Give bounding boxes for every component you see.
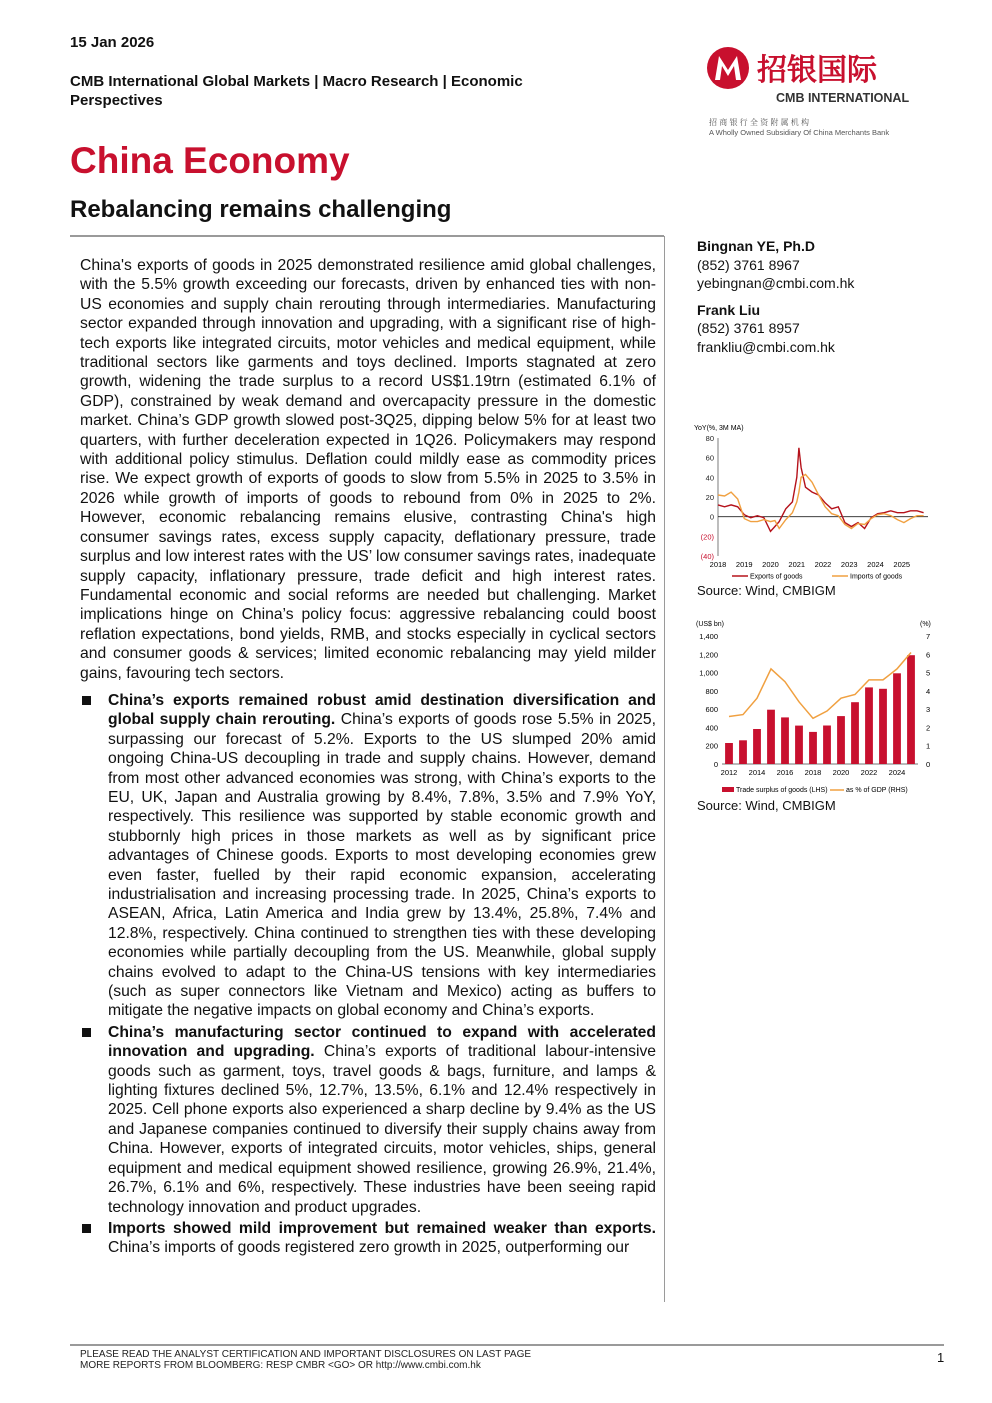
bullet-text: China’s imports of goods registered zero growth in 2025, outperforming our (108, 1239, 630, 1257)
analyst-email[interactable]: yebingnan@cmbi.com.hk (697, 275, 855, 291)
legend-label: Exports of goods (750, 573, 803, 581)
y-axis-label-right: (%) (920, 621, 931, 628)
y-tick-label-right: 4 (926, 686, 931, 696)
legend-label: Trade surplus of goods (LHS) (736, 787, 828, 794)
x-tick-label: 2020 (762, 560, 779, 569)
bullet-heading: China’s exports remained robust amid destination diversification and global supply chain rerouting. (108, 691, 656, 729)
legend-label: as % of GDP (RHS) (846, 787, 908, 794)
bar-2024 (893, 673, 901, 764)
y-tick-label-right: 1 (926, 741, 931, 751)
bullet-square-icon (82, 1224, 91, 1233)
analyst-phone: (852) 3761 8967 (697, 256, 800, 273)
footer-disclosure: PLEASE READ THE ANALYST CERTIFICATION AND IMPORTANT DISCLOSURES ON LAST PAGE (80, 1349, 532, 1360)
y-tick-label-right: 7 (926, 632, 931, 641)
y-tick-label: 40 (705, 473, 714, 483)
x-tick-label: 2018 (709, 560, 727, 569)
bullet-text: China’s exports of goods rose 5.5% in 2025, surpassing our forecast of 5.2%. Exports to the US slumped 20% amid ongoing China-US decoupling in trade and supply chains. However, demand from most other advanced economies was strong, with China’s exports to the EU, UK, Japan and Australia growing by 8.4%, 7.8%, 3.5% and 7.9% YoY, respectively. This resilience was supported by stable economic growth and stubbornly high prices in those markets as well as by significant price advantages of Chinese goods. Exports to most developing economies grew even faster, fuelled by their rapid economic expansion, accelerating industrialisation and increasing processing trade. In 2025, China’s exports to ASEAN, Africa, Latin America and India grew by 13.4%, 25.8%, 7.4% and 12.8%, respectively. China continued to strengthen ties with these developing economies while partially decoupling from the US. Meanwhile, global supply chains evolved to adapt to the China-US tensions with key intermediaries (such as super connectors like Vietnam and Mexico) acting as buffers to mitigate the negative impacts on global economy and China’s exports. (108, 711, 656, 1020)
y-tick-label: 1,000 (699, 668, 718, 678)
y-tick-label: 800 (705, 686, 718, 696)
bullet-item-imports (80, 1219, 656, 1258)
y-tick-label: 1,200 (699, 650, 718, 660)
bar-2017 (795, 726, 803, 764)
analyst-name: Bingnan YE, Ph.D (697, 238, 815, 254)
y-tick-label: (40) (700, 552, 714, 561)
legend-label: Imports of goods (850, 573, 903, 581)
y-tick-label: (20) (700, 532, 714, 542)
analyst-email[interactable]: frankliu@cmbi.com.hk (697, 338, 835, 355)
cmb-logo (705, 42, 930, 138)
legend-swatch (722, 787, 734, 792)
y-tick-label-right: 2 (926, 723, 931, 733)
y-axis-label: (US$ bn) (696, 621, 725, 628)
bullet-heading: China’s manufacturing sector continued to expand with accelerated innovation and upgrading. (108, 1023, 656, 1061)
x-tick-label: 2023 (840, 560, 858, 569)
chart-source: Source: Wind, CMBIGM (697, 798, 836, 813)
x-tick-label: 2012 (720, 768, 738, 777)
bullet-list (80, 691, 656, 1258)
bullet-item-exports (80, 691, 656, 1021)
page-number: 1 (937, 1350, 945, 1365)
analyst-panel (697, 237, 947, 356)
bar-2023 (879, 689, 887, 764)
x-tick-label: 2024 (867, 560, 884, 569)
cmb-logo-graphic (705, 42, 930, 138)
bar-2019 (823, 726, 831, 765)
page-title: China Economy (70, 140, 350, 181)
bullet-item-manufacturing (80, 1023, 656, 1217)
analyst-name: Frank Liu (697, 301, 761, 318)
x-tick-label: 2014 (748, 768, 766, 777)
report-date: 15 Jan 2026 (70, 34, 155, 51)
footer-bloomberg[interactable]: MORE REPORTS FROM BLOOMBERG: RESP CMBR <GO> OR http://www.cmbi.com.hk (80, 1360, 481, 1371)
x-tick-label: 2022 (860, 768, 878, 777)
bar-2015 (767, 710, 775, 764)
trade-surplus-chart (690, 614, 940, 798)
main-body (80, 256, 656, 1260)
bar-2014 (753, 729, 761, 764)
y-tick-label: 80 (705, 434, 714, 443)
y-tick-label-right: 5 (926, 668, 931, 678)
bar-2021 (851, 702, 859, 764)
y-axis-label: YoY(%, 3M MA) (694, 425, 744, 432)
analyst-phone: (852) 3761 8957 (697, 320, 800, 336)
y-tick-label: 600 (705, 705, 718, 715)
y-tick-label: 1,400 (699, 632, 718, 641)
y-tick-label-right: 6 (926, 650, 931, 660)
bar-2018 (809, 732, 817, 764)
series-line-imports (718, 474, 924, 528)
x-tick-label: 2020 (832, 768, 850, 777)
logo-english-text: CMB INTERNATIONAL (776, 91, 910, 105)
x-tick-label: 2016 (776, 768, 794, 777)
y-tick-label-right: 0 (926, 760, 931, 769)
bullet-square-icon (82, 1028, 91, 1037)
chart-source: Source: Wind, CMBIGM (697, 583, 836, 598)
y-tick-label: 0 (713, 760, 718, 769)
y-tick-label: 20 (705, 493, 714, 502)
bar-2022 (865, 687, 873, 764)
exports-imports-yoy-chart (690, 420, 940, 582)
y-tick-label: 200 (705, 741, 718, 751)
footer (80, 1349, 531, 1371)
bar-2013 (739, 740, 747, 764)
logo-chinese-text: 招银国际 (757, 54, 877, 87)
bar-2025 (907, 655, 915, 764)
x-tick-label: 2024 (888, 768, 906, 777)
bullet-text: China’s exports of traditional labour-intensive goods such as garment, toys, travel goods & bags, furniture, and lamps & lighting fixtures declined 5%, 12.7%, 13.5%, 6.1% and 12.4% respectively in 2025. Cell phone exports also experienced a sharp decline by 9.4% as the US and Japanese companies continued to diversify their supply chains away from China. However, exports of integrated circuits, motor vehicles, ships, general equipment and medical equipment showed resilience, growing 26.9%, 21.4%, 26.7%, 6.1% and 6%, respectively. These industries have been seeing rapid technology innovation and product upgrades. (108, 1043, 657, 1216)
x-tick-label: 2018 (804, 768, 822, 777)
bullet-square-icon (82, 696, 91, 705)
logo-small-text: 招 商 银 行 全 资 附 属 机 构 (709, 118, 810, 127)
bar-2020 (837, 716, 845, 764)
y-tick-label: 60 (705, 453, 714, 463)
logo-tagline: A Wholly Owned Subsidiary Of China Merchants Bank (709, 128, 890, 137)
series-line-exports (718, 448, 924, 532)
footer-divider (70, 1344, 944, 1346)
page-subtitle: Rebalancing remains challenging (70, 196, 452, 223)
divider (70, 235, 664, 237)
y-tick-label-right: 3 (926, 705, 931, 715)
bullet-heading: Imports showed mild improvement but remained weaker than exports. (108, 1219, 656, 1237)
x-tick-label: 2021 (788, 560, 806, 569)
bar-2016 (781, 717, 789, 764)
x-tick-label: 2025 (893, 560, 911, 569)
y-tick-label: 0 (709, 512, 714, 522)
report-category: CMB International Global Markets | Macro Research | Economic Perspectives (70, 73, 523, 109)
summary-paragraph: China's exports of goods in 2025 demonstrated resilience amid global challenges, with the 5.5% growth exceeding our forecasts, driven by enhanced ties with non-US economies and supply chain rerouting through intermediaries. Manufacturing sector expanded through innovation and upgrading, with a significant rise of high-tech exports like integrated circuits, motor vehicles and medical equipment, while traditional sectors like garments and toys declined. Imports stagnated at zero growth, widening the trade surplus to a record US$1.19trn (estimated 6.1% of GDP), constrained by weak demand and overcapacity pressure in the domestic market. China’s GDP growth slowed post-3Q25, dipping below 5% for at least two quarters, with further deceleration expected in 1Q26. Policymakers may respond with additional policy stimulus. Deflation could mildly ease as commodity prices rise. We expect growth of exports of goods to slow from 5.5% in 2025 to 3.5% in 2026 while growth of imports of goods to rebound from 0% in 2025 to 2%. However, economic rebalancing remains elusive, contrasting China's high consumer savings rates, excess supply capacity, deflationary pressure, trade surplus and low interest rates with the US’ low consumer savings rates, inadequate supply capacity, inflationary pressure, trade deficit and high interest rates. Fundamental economic and social reforms are needed but challenging. Market implications hinge on China’s policy focus: aggressive rebalancing could boost reflation expectations, bond yields, RMB, and stocks especially in cyclical sectors and consumer goods & services; limited economic rebalancing may yield milder gains, favouring tech sectors. (80, 257, 656, 682)
column-divider (664, 236, 665, 1302)
y-tick-label: 400 (705, 723, 718, 733)
bar-2012 (725, 743, 733, 764)
x-tick-label: 2019 (735, 560, 753, 569)
x-tick-label: 2022 (814, 560, 832, 569)
